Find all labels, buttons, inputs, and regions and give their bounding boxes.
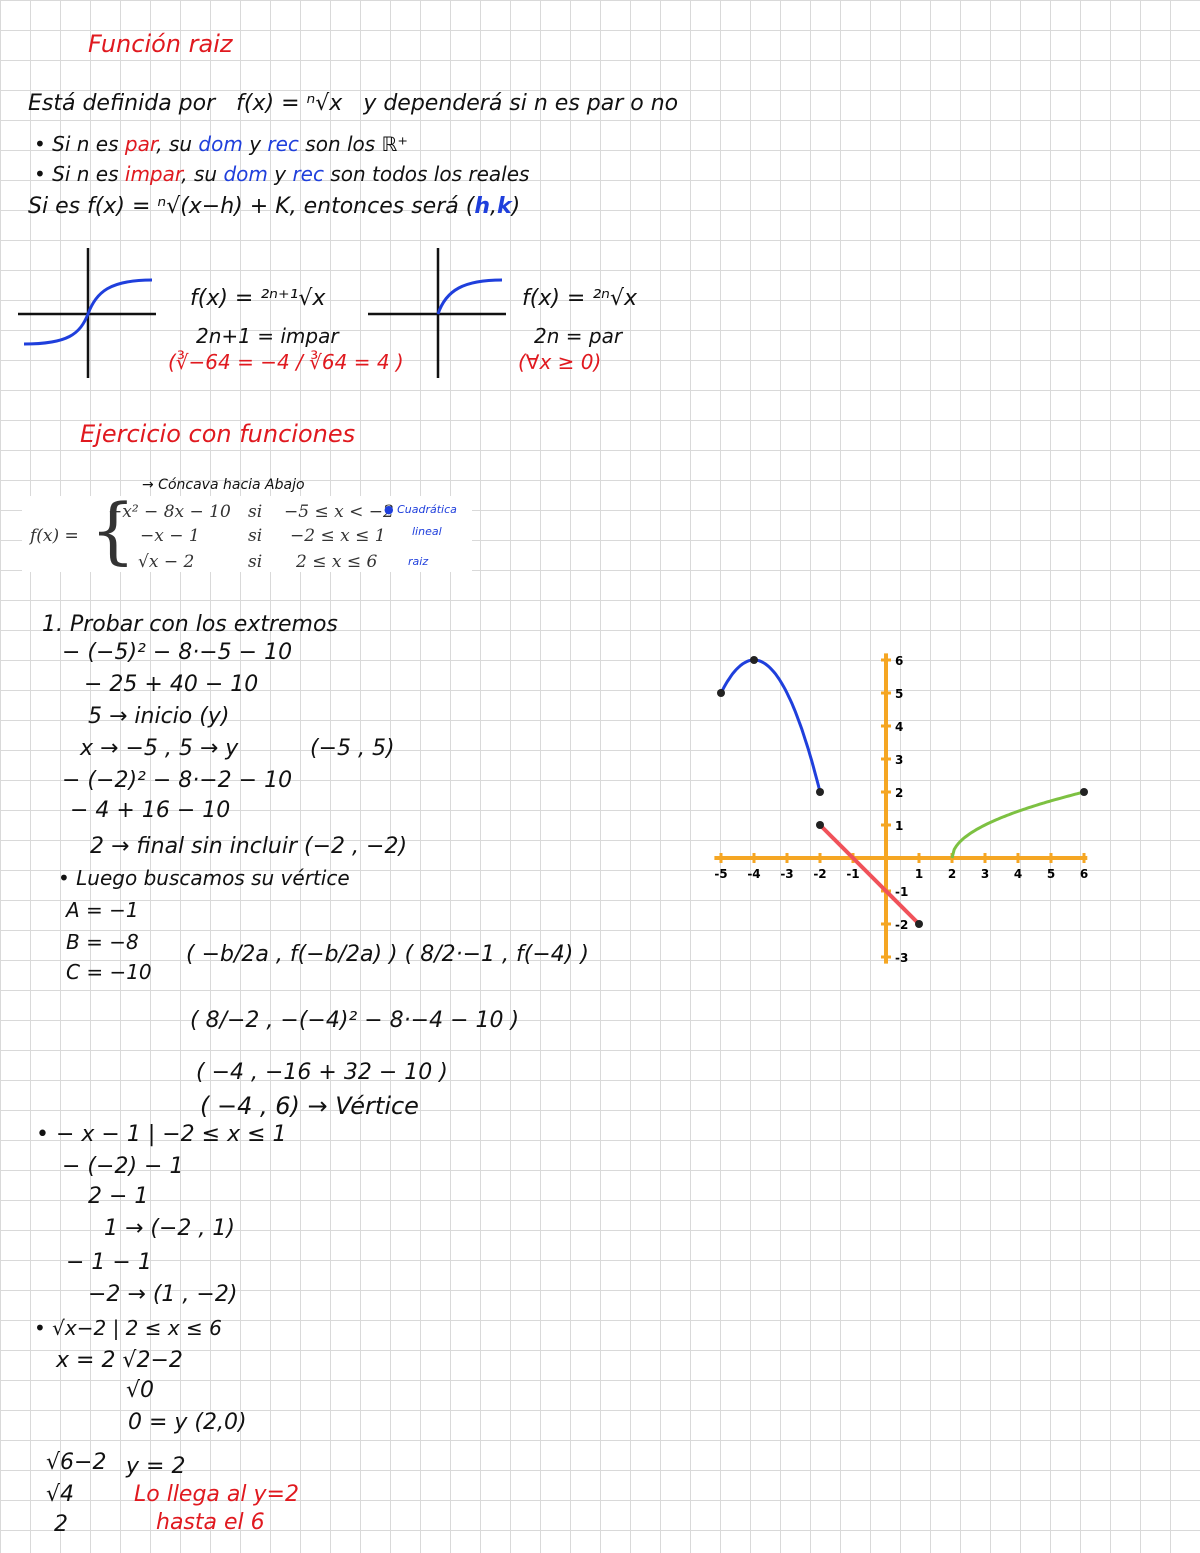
linear-end-point (915, 920, 923, 928)
row1-tag: ● Cuadrática (384, 503, 457, 516)
odd-root-sketch (18, 242, 168, 382)
line3-prefix: • Si n es (34, 162, 119, 186)
work-line-18: −2 → (1 , −2) (88, 1282, 238, 1307)
work-line-23: √6−2 (46, 1450, 107, 1475)
work-line-22: 0 = y (2,0) (128, 1410, 247, 1435)
plot-x-tick-label: 5 (1046, 867, 1056, 881)
plot-x-tick-label: 3 (980, 867, 990, 881)
definition-line-4 (28, 196, 520, 218)
quadratic-vertex-point (750, 656, 758, 664)
row1-expr: −x² − 8x − 10 (108, 502, 231, 522)
line4-close: ) (511, 194, 521, 219)
note-line-2: hasta el 6 (156, 1510, 265, 1535)
row3-tag: raiz (408, 555, 429, 568)
definition-line-2 (34, 134, 408, 154)
coef-c: C = −10 (66, 960, 152, 984)
coef-b: B = −8 (66, 930, 139, 954)
work-step-1: 1. Probar con los extremos (42, 612, 338, 637)
vertex-line-3: ( −4 , −16 + 32 − 10 ) (196, 1060, 448, 1085)
work-line-17: − 1 − 1 (66, 1250, 152, 1275)
piecewise-fx: f(x) = (30, 526, 79, 546)
work-line-5: x → −5 , 5 → y (80, 736, 239, 761)
work-line-8: 2 → final sin incluir (−2 , −2) (90, 834, 408, 859)
h-letter: h (474, 194, 490, 219)
line4-open: ( (465, 194, 475, 219)
definition-line-1 (28, 93, 678, 115)
work-line-2: − (−5)² − 8·−5 − 10 (62, 640, 293, 665)
even-root-example: (∀x ≥ 0) (518, 350, 602, 374)
note-line-1: Lo llega al y=2 (134, 1482, 299, 1507)
piecewise-plot (710, 650, 1090, 970)
row3-expr: √x − 2 (138, 552, 195, 572)
work-line-25: 2 (54, 1512, 68, 1537)
row3-cond: 2 ≤ x ≤ 6 (296, 552, 378, 572)
work-line-5b: (−5 , 5) (310, 736, 395, 761)
line3-y: y (274, 162, 287, 186)
plot-y-tick-label: 4 (895, 720, 904, 734)
dom-word-2: dom (223, 162, 268, 186)
plot-x-tick-label: 2 (947, 867, 957, 881)
linear-segment (820, 825, 919, 924)
plot-y-tick-label: -3 (895, 951, 909, 965)
work-line-23b: y = 2 (126, 1454, 186, 1479)
definition-prefix: Está definida por (28, 91, 216, 116)
work-line-16: 1 → (−2 , 1) (104, 1216, 235, 1241)
definition-line-3 (34, 164, 529, 184)
work-line-24: √4 (46, 1482, 75, 1507)
work-line-13: • − x − 1 | −2 ≤ x ≤ 1 (36, 1122, 287, 1147)
row3-si: si (248, 552, 263, 572)
vertex-line-4: ( −4 , 6) → Vértice (200, 1092, 419, 1120)
work-line-19: • √x−2 | 2 ≤ x ≤ 6 (34, 1316, 222, 1340)
concave-annotation: → Cóncava hacia Abajo (142, 477, 305, 493)
row2-cond: −2 ≤ x ≤ 1 (290, 526, 386, 546)
line2-y: y (249, 132, 262, 156)
work-line-3: − 25 + 40 − 10 (84, 672, 259, 697)
plot-y-tick-label: -1 (895, 885, 909, 899)
piecewise-brace: { (90, 488, 136, 572)
plot-x-tick-label: 4 (1013, 867, 1023, 881)
plot-x-tick-label: -4 (747, 867, 761, 881)
impar-word: impar (124, 162, 182, 186)
line2-mid: , su (156, 132, 193, 156)
plot-x-tick-label: -2 (813, 867, 827, 881)
row2-tag: lineal (412, 525, 442, 538)
par-word: par (124, 132, 157, 156)
page-title: Función raiz (88, 30, 233, 58)
work-line-14: − (−2) − 1 (62, 1154, 184, 1179)
definition-formula: f(x) = ⁿ√x (236, 91, 343, 116)
row1-cond: −5 ≤ x < −2 (284, 502, 394, 522)
plot-y-tick-label: 2 (895, 786, 904, 800)
even-root-label: f(x) = ²ⁿ√x (522, 286, 637, 311)
vertex-line-1: ( −b/2a , f(−b/2a) ) ( 8/2·−1 , f(−4) ) (186, 942, 589, 967)
plot-x-tick-label: -3 (780, 867, 794, 881)
line2-prefix: • Si n es (34, 132, 119, 156)
plot-y-tick-label: 3 (895, 753, 904, 767)
coef-a: A = −1 (66, 898, 139, 922)
plot-x-tick-label: 6 (1079, 867, 1089, 881)
definition-suffix: y dependerá si n es par o no (363, 91, 679, 116)
even-root-sketch (368, 242, 518, 382)
line4-prefix: Si es f(x) = ⁿ√(x−h) + K, entonces será (28, 194, 459, 219)
quadratic-start-point (717, 689, 725, 697)
exercise-title: Ejercicio con funciones (80, 420, 356, 448)
plot-y-tick-label: -2 (895, 918, 909, 932)
quadratic-curve (721, 660, 820, 792)
work-line-21: √0 (126, 1378, 155, 1403)
rec-word-2: rec (292, 162, 324, 186)
quadratic-end-point (816, 788, 824, 796)
line2-end: son los ℝ⁺ (305, 132, 408, 156)
line3-end: son todos los reales (330, 162, 530, 186)
plot-x-tick-label: -5 (714, 867, 728, 881)
dom-word: dom (198, 132, 243, 156)
row2-si: si (248, 526, 263, 546)
vertex-line-2: ( 8/−2 , −(−4)² − 8·−4 − 10 ) (190, 1008, 520, 1033)
rec-word: rec (267, 132, 299, 156)
row1-si: si (248, 502, 263, 522)
plot-y-tick-label: 6 (895, 654, 904, 668)
odd-root-example: (∛−64 = −4 / ∛64 = 4 ) (168, 350, 404, 374)
work-line-6: − (−2)² − 8·−2 − 10 (62, 768, 293, 793)
line4-comma: , (489, 194, 497, 219)
plot-x-tick-label: -1 (846, 867, 860, 881)
line3-mid: , su (181, 162, 218, 186)
work-line-4: 5 → inicio (y) (88, 704, 230, 729)
even-root-curve (438, 280, 502, 314)
odd-root-label: f(x) = ²ⁿ⁺¹√x (190, 286, 326, 311)
plot-y-tick-label: 1 (895, 819, 904, 833)
root-end-point (1080, 788, 1088, 796)
even-root-sub: 2n = par (534, 324, 623, 348)
work-line-7: − 4 + 16 − 10 (70, 798, 231, 823)
work-line-15: 2 − 1 (88, 1184, 149, 1209)
k-letter: k (496, 194, 512, 219)
plot-x-tick-label: 1 (914, 867, 924, 881)
work-line-20: x = 2 √2−2 (56, 1348, 183, 1373)
work-line-9: • Luego buscamos su vértice (58, 866, 350, 890)
linear-start-point (816, 821, 824, 829)
odd-root-sub: 2n+1 = impar (196, 324, 339, 348)
plot-y-tick-label: 5 (895, 687, 904, 701)
row2-expr: −x − 1 (140, 526, 200, 546)
root-curve (952, 792, 1084, 858)
